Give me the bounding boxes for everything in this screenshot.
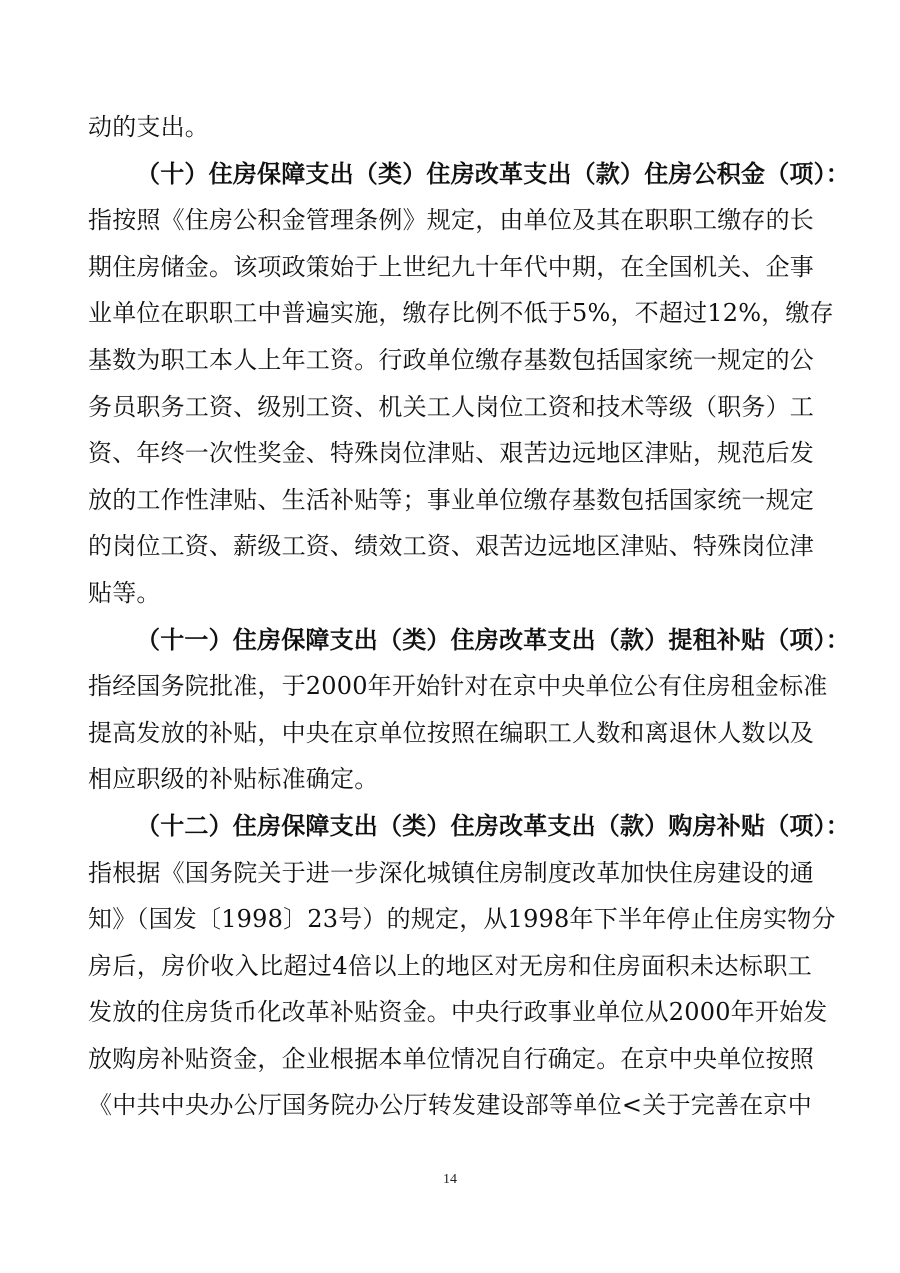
paragraph-line: 基数为职工本人上年工资。行政单位缴存基数包括国家统一规定的公 bbox=[88, 345, 814, 374]
section-heading-housing-provident-fund: （十）住房保障支出（类）住房改革支出（款）住房公积金（项）： bbox=[136, 159, 850, 188]
paragraph-line: 指根据《国务院关于进一步深化城镇住房制度改革加快住房建设的通 bbox=[88, 858, 814, 887]
paragraph-line: 房后，房价收入比超过4倍以上的地区对无房和住房面积未达标职工 bbox=[88, 951, 812, 980]
document-body bbox=[88, 104, 850, 1129]
paragraph-line: 指经国务院批准，于2000年开始针对在京中央单位公有住房租金标准 bbox=[88, 672, 828, 701]
section-heading-rent-subsidy: （十一）住房保障支出（类）住房改革支出（款）提租补贴（项）： bbox=[136, 625, 850, 654]
paragraph-line: 提高发放的补贴，中央在京单位按照在编职工人数和离退休人数以及 bbox=[88, 718, 814, 747]
paragraph-line: 放购房补贴资金，企业根据本单位情况自行确定。在京中央单位按照 bbox=[88, 1044, 814, 1073]
paragraph-line: 放的工作性津贴、生活补贴等；事业单位缴存基数包括国家统一规定 bbox=[88, 485, 814, 514]
paragraph-line: 业单位在职职工中普遍实施，缴存比例不低于5%，不超过12%，缴存 bbox=[88, 299, 834, 328]
paragraph-line: 指按照《住房公积金管理条例》规定，由单位及其在职职工缴存的长 bbox=[88, 206, 814, 235]
paragraph-line: 相应职级的补贴标准确定。 bbox=[88, 765, 379, 794]
page-number: 14 bbox=[443, 1172, 457, 1187]
paragraph-line: 动的支出。 bbox=[88, 113, 209, 141]
section-heading-housing-purchase-subsidy: （十二）住房保障支出（类）住房改革支出（款）购房补贴（项）： bbox=[136, 811, 850, 840]
paragraph-line: 《中共中央办公厅国务院办公厅转发建设部等单位<关于完善在京中 bbox=[88, 1091, 812, 1120]
paragraph-line: 发放的住房货币化改革补贴资金。中央行政事业单位从2000年开始发 bbox=[88, 998, 828, 1027]
paragraph-line: 贴等。 bbox=[88, 578, 161, 607]
paragraph-line: 务员职务工资、级别工资、机关工人岗位工资和技术等级（职务）工 bbox=[88, 392, 814, 421]
paragraph-line: 期住房储金。该项政策始于上世纪九十年代中期，在全国机关、企事 bbox=[88, 252, 814, 281]
paragraph-line: 资、年终一次性奖金、特殊岗位津贴、艰苦边远地区津贴，规范后发 bbox=[88, 439, 814, 468]
paragraph-line: 知》（国发〔1998〕23号）的规定，从1998年下半年停止住房实物分 bbox=[88, 905, 836, 934]
paragraph-line: 的岗位工资、薪级工资、绩效工资、艰苦边远地区津贴、特殊岗位津 bbox=[88, 532, 814, 561]
